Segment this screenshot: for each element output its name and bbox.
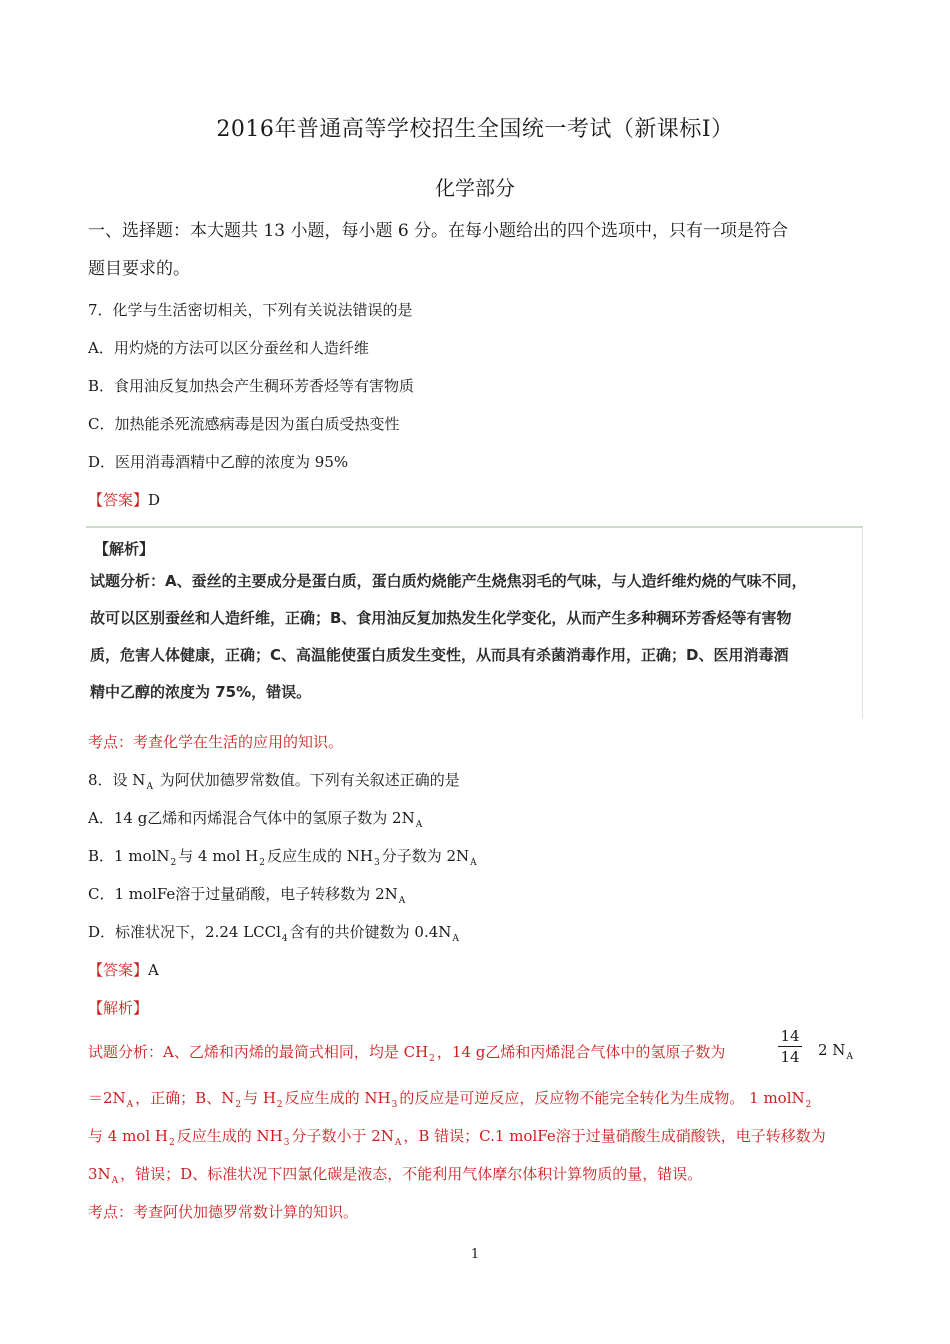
q8-analysis-sub: A: [394, 1138, 402, 1148]
q8-analysis-label: 【解析】: [88, 999, 149, 1017]
q8-analysis-line1: [88, 1041, 725, 1064]
q7-option-b: B．食用油反复加热会产生稠环芳香烃等有害物质: [88, 377, 415, 395]
q8-analysis-line4: [88, 1163, 702, 1186]
q8-option-d-text-1: D．标准状况下，2.24 LCCl: [88, 923, 281, 941]
q8-answer-value: A: [148, 961, 159, 979]
section-intro-line1: 一、选择题：本大题共 13 小题，每小题 6 分。在每小题给出的四个选项中，只有一项是符合: [88, 221, 789, 241]
q7-analysis-line1: 试题分析：A、蚕丝的主要成分是蛋白质，蛋白质灼烧能产生烧焦羽毛的气味，与人造纤维灼烧的气味不同，: [90, 572, 807, 590]
q8-answer-label: 【答案】: [88, 961, 149, 979]
q8-option-d-sub-2: A: [452, 934, 459, 944]
q8-option-a-text: A．14 g乙烯和丙烯混合气体中的氢原子数为 2N: [88, 809, 415, 827]
q8-analysis-line1-tail: [818, 1041, 855, 1062]
q8-analysis-sub: 3: [283, 1138, 290, 1148]
page-title: 2016年普通高等学校招生全国统一考试（新课标Ⅰ）: [216, 117, 734, 142]
q7-analysis-box: [86, 526, 863, 718]
q8-option-b-text-1: B．1 molN: [88, 847, 170, 865]
q8-analysis-text: 反应生成的 NH: [284, 1089, 391, 1107]
q8-answer: [88, 959, 159, 980]
fraction-14-over-14: [778, 1027, 802, 1066]
q8-option-b-sub-1: 2: [170, 858, 177, 868]
q8-option-c-text: C．1 molFe溶于过量硝酸，电子转移数为 2N: [88, 885, 398, 903]
q8-analysis-text: 分子数小于 2N: [291, 1127, 394, 1145]
q8-stem: [88, 769, 460, 792]
q8-analysis-sub: 2: [429, 1054, 435, 1064]
section-subtitle: 化学部分: [435, 176, 515, 200]
q8-analysis-text: 反应生成的 NH: [176, 1127, 283, 1145]
q8-option-d: [88, 921, 461, 944]
fraction-numerator: 14: [780, 1027, 800, 1045]
fraction-denominator: 14: [780, 1048, 800, 1066]
q8-analysis-text: 2 N: [818, 1041, 846, 1059]
q8-option-d-text-2: 含有的共价键数为 0.4N: [289, 923, 452, 941]
q8-option-d-sub-1: 4: [281, 934, 288, 944]
q8-analysis-sub: A: [126, 1100, 134, 1110]
q8-analysis-sub: 2: [235, 1100, 242, 1110]
q7-answer-label: 【答案】: [88, 491, 149, 509]
q8-option-b-sub-3: 3: [373, 858, 380, 868]
q8-analysis-text: 试题分析：A、乙烯和丙烯的最简式相同，均是 CH: [88, 1043, 429, 1061]
q8-stem-text: 8．设 N: [88, 771, 146, 789]
q7-analysis-line4: 精中乙醇的浓度为 75%，错误。: [90, 683, 312, 701]
q8-analysis-sub: 2: [276, 1100, 283, 1110]
q7-kaodian: 考点：考查化学在生活的应用的知识。: [88, 733, 344, 751]
q8-kaodian: 考点：考查阿伏加德罗常数计算的知识。: [88, 1203, 359, 1221]
q7-analysis-line3: 质，危害人体健康，正确；C、高温能使蛋白质发生变性，从而具有杀菌消毒作用，正确；D、医用消毒酒: [90, 646, 789, 664]
q8-option-b: [88, 845, 479, 868]
q8-option-b-text-4: 分子数为 2N: [381, 847, 470, 865]
q7-option-a: A．用灼烧的方法可以区分蚕丝和人造纤维: [88, 339, 369, 357]
q8-analysis-text: ，14 g乙烯和丙烯混合气体中的氢原子数为: [436, 1043, 726, 1061]
q8-analysis-line2: [88, 1087, 813, 1110]
q8-analysis-sub: A: [111, 1176, 119, 1186]
q8-analysis-sub: 2: [168, 1138, 175, 1148]
fraction-bar: [778, 1046, 802, 1047]
q8-analysis-sub: 3: [391, 1100, 398, 1110]
q8-analysis-text: 与 4 mol H: [88, 1127, 168, 1145]
q8-analysis-text: ，B 错误；C.1 molFe溶于过量硝酸生成硝酸铁，电子转移数为: [403, 1127, 826, 1145]
q8-analysis-text: 与 H: [243, 1089, 276, 1107]
q7-answer: [88, 489, 160, 510]
q8-analysis-text: ＝2N: [88, 1089, 126, 1107]
q8-analysis-text: 3N: [88, 1165, 111, 1183]
q8-stem-text-rest: 为阿伏加德罗常数值。下列有关叙述正确的是: [154, 771, 460, 789]
q8-option-a: [88, 807, 424, 830]
q8-option-c: [88, 883, 407, 906]
q7-option-c: C．加热能杀死流感病毒是因为蛋白质受热变性: [88, 415, 400, 433]
q7-option-d: D．医用消毒酒精中乙醇的浓度为 95%: [88, 453, 349, 471]
q8-analysis-text: 的反应是可逆反应，反应物不能完全转化为生成物。 1 molN: [399, 1089, 805, 1107]
q7-analysis-line2: 故可以区别蚕丝和人造纤维，正确；B、食用油反复加热发生化学变化，从而产生多种稠环芳香烃等有害物: [90, 609, 792, 627]
q8-option-b-text-2: 与 4 mol H: [178, 847, 259, 865]
q8-option-b-sub-4: A: [470, 858, 477, 868]
q8-analysis-text: ，正确；B、N: [135, 1089, 235, 1107]
q8-option-a-subscript: A: [415, 820, 423, 830]
q8-option-c-subscript: A: [398, 896, 406, 906]
q8-analysis-line3: [88, 1125, 826, 1148]
q8-analysis-text: ，错误；D、标准状况下四氯化碳是液态，不能利用气体摩尔体积计算物质的量，错误。: [120, 1165, 703, 1183]
page-number: 1: [470, 1247, 480, 1262]
q7-stem: 7．化学与生活密切相关，下列有关说法错误的是: [88, 301, 413, 319]
q7-analysis-label: 【解析】: [94, 540, 155, 558]
q8-analysis-sub: 2: [805, 1100, 812, 1110]
q7-answer-value: D: [148, 491, 161, 509]
q8-stem-subscript: A: [146, 782, 153, 792]
q8-option-b-sub-2: 2: [259, 858, 265, 868]
section-intro-line2: 题目要求的。: [88, 259, 190, 279]
q8-analysis-sub: A: [846, 1052, 853, 1062]
q8-option-b-text-3: 反应生成的 NH: [266, 847, 373, 865]
